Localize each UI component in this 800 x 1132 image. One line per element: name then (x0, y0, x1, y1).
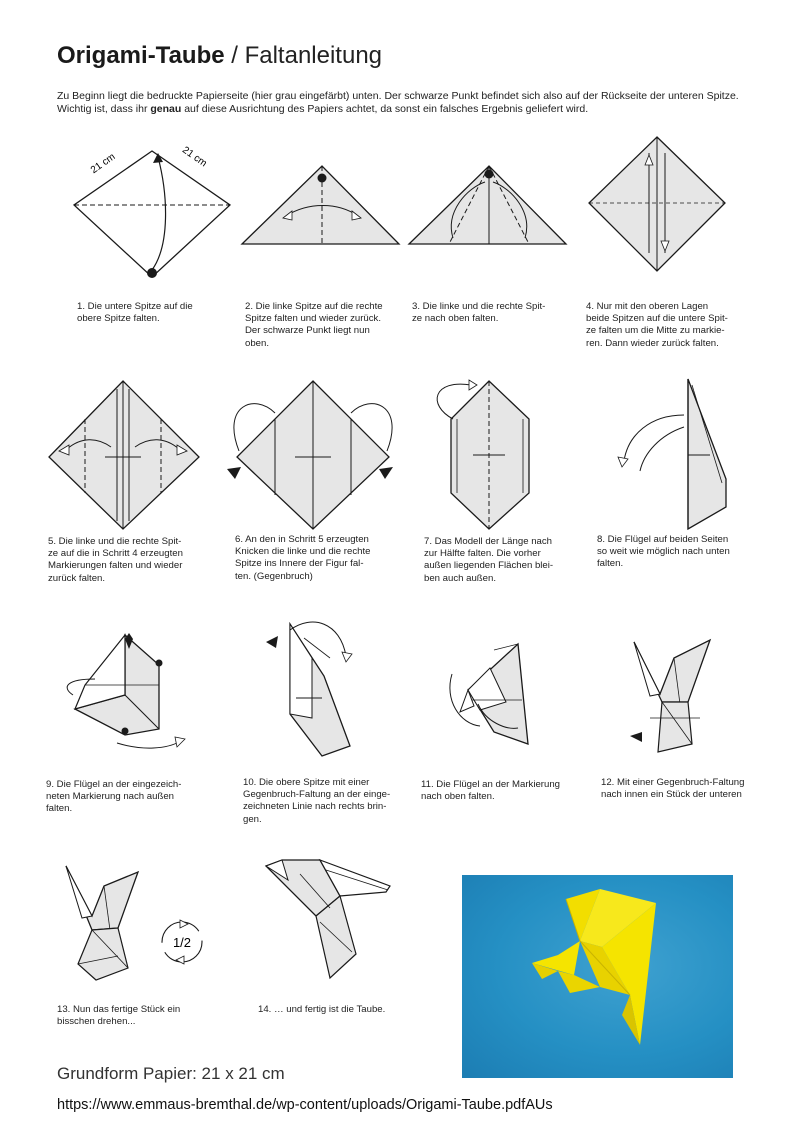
step-3-caption: 3. Die linke und die rechte Spit- ze nach oben falten. (412, 301, 546, 325)
step-5-figure (45, 375, 205, 535)
step-7-caption: 7. Das Modell der Länge nach zur Hälfte falten. Die vorher außen liegenden Flächen blei- ben auch außen. (424, 536, 554, 584)
step-1-figure (60, 135, 245, 285)
source-url: https://www.emmaus-bremthal.de/wp-content/uploads/Origami-Taube.pdfAUs (57, 1097, 553, 1113)
intro-part2: auf diese Ausrichtung des Papiers achtet, da sonst ein falsches Ergebnis geliefert wird. (184, 103, 589, 115)
step-2-figure (238, 160, 403, 250)
step-9-caption: 9. Die Flügel an der eingezeich- neten Markierung nach außen falten. (46, 779, 182, 815)
step-1-caption: 1. Die untere Spitze auf die obere Spitze falten. (77, 301, 193, 325)
step-11-figure (430, 640, 545, 750)
step-14-figure (260, 852, 395, 987)
step-12-figure (620, 632, 740, 757)
rotate-badge: 1/2 (172, 935, 192, 950)
step-8-caption: 8. Die Flügel auf beiden Seiten so weit wie möglich nach unten falten. (597, 534, 730, 570)
step-2-caption: 2. Die linke Spitze auf die rechte Spitze falten und wieder zurück. Der schwarze Punkt liegt nun oben. (245, 301, 383, 349)
step-8-figure (610, 375, 735, 535)
dimension-label: 21 cm (88, 151, 118, 177)
page-title (57, 42, 382, 70)
step-12-caption: 12. Mit einer Gegenbruch-Faltung nach innen ein Stück der unteren (601, 777, 745, 801)
title-subtitle: / Faltanleitung (231, 42, 383, 69)
finished-dove-photo (462, 875, 733, 1078)
step-13-caption: 13. Nun das fertige Stück ein bisschen drehen... (57, 1004, 181, 1028)
title-bold: Origami-Taube (57, 42, 225, 69)
paper-size-note: Grundform Papier: 21 x 21 cm (57, 1064, 285, 1083)
step-6-caption: 6. An den in Schritt 5 erzeugten Knicken die linke und die rechte Spitze ins Innere der Figur fal- ten. (Gegenbruch) (235, 534, 371, 582)
step-13-figure (52, 858, 212, 988)
step-5-caption: 5. Die linke und die rechte Spit- ze auf die in Schritt 4 erzeugten Markierungen falten und wieder zurück falten. (48, 536, 183, 584)
step-6-figure (225, 375, 405, 535)
step-10-caption: 10. Die obere Spitze mit einer Gegenbruch-Faltung an der einge- zeichneten Linie nach rechts brin- gen. (243, 777, 391, 825)
intro-part1: Zu Beginn liegt die bedruckte Papierseite (hier grau eingefärbt) unten. Der schwarze Punkt befindet sich also auf der Rückseite der unteren Spitze. Wichtig ist, dass ihr (57, 90, 739, 115)
dove-icon (462, 875, 733, 1078)
step-4-figure (585, 133, 735, 278)
step-11-caption: 11. Die Flügel an der Markierung nach oben falten. (421, 779, 561, 803)
step-10-figure (260, 618, 370, 763)
intro-emphasis: genau (150, 103, 182, 115)
dimension-label: 21 cm (180, 144, 209, 170)
step-7-figure (425, 375, 555, 535)
intro-text (57, 90, 757, 116)
step-3-figure (405, 160, 570, 250)
step-9-figure (55, 625, 195, 760)
step-14-caption: 14. … und fertig ist die Taube. (258, 1004, 386, 1015)
step-4-caption: 4. Nur mit den oberen Lagen beide Spitzen auf die untere Spit- ze falten um die Mitte zu markie- ren. Dann wieder zurück falten. (586, 301, 728, 349)
